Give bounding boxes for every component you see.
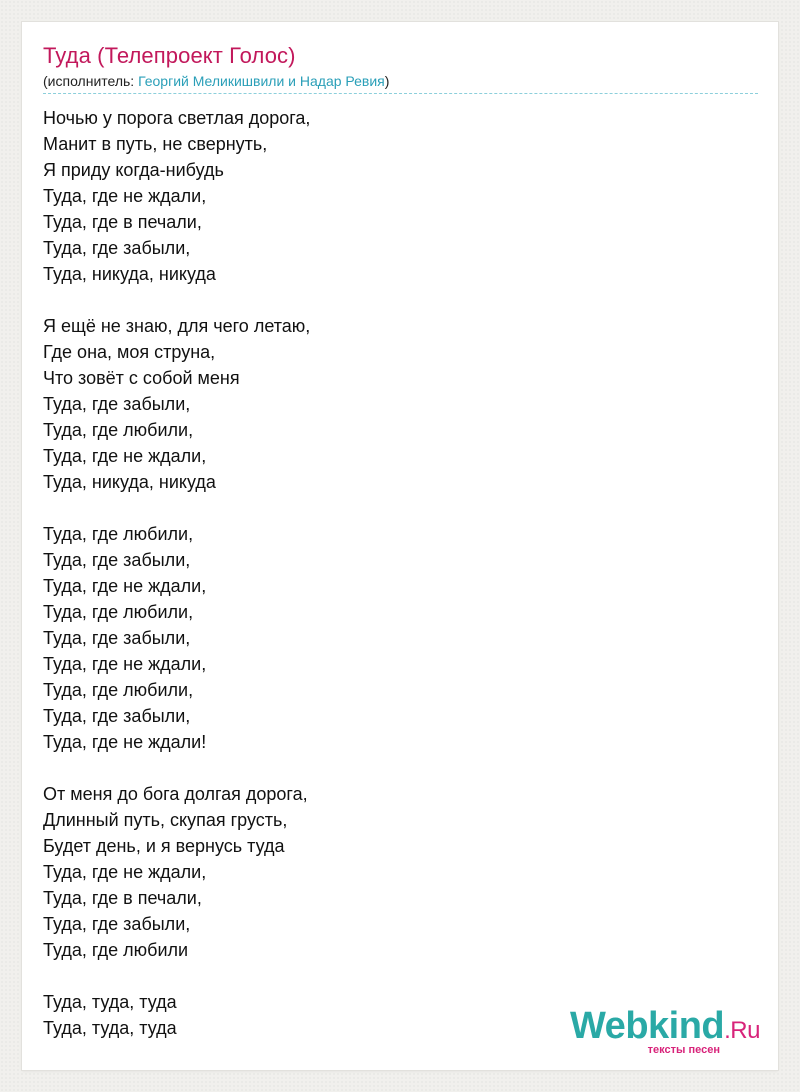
watermark-tagline: тексты песен <box>647 1044 720 1056</box>
lyric-line: Туда, где забыли, <box>43 238 191 258</box>
performer-link[interactable]: Георгий Меликишвили и Надар Ревия <box>138 73 385 89</box>
lyric-line: Туда, где забыли, <box>43 706 191 726</box>
watermark-tld: .Ru <box>724 1017 760 1044</box>
lyrics-body <box>43 105 310 1041</box>
lyric-line: Ночью у порога светлая дорога, <box>43 108 311 128</box>
lyric-line: От меня до бога долгая дорога, <box>43 784 308 804</box>
lyric-line: Туда, где любили, <box>43 524 194 544</box>
lyric-line: Туда, туда, туда <box>43 992 177 1012</box>
lyric-line: Где она, моя струна, <box>43 342 216 362</box>
stanza-gap <box>43 495 310 521</box>
performer-prefix: (исполнитель: <box>43 73 139 89</box>
webkind-watermark <box>570 1006 760 1056</box>
lyric-line: Туда, где любили, <box>43 602 194 622</box>
lyric-line: Туда, туда, туда <box>43 1018 177 1038</box>
lyric-line: Туда, где забыли, <box>43 914 191 934</box>
lyric-line: Туда, где любили, <box>43 420 194 440</box>
lyrics-card <box>22 22 778 1070</box>
lyric-line: Я приду когда-нибудь <box>43 160 224 180</box>
lyric-line: Туда, где забыли, <box>43 550 191 570</box>
lyric-line: Туда, где любили <box>43 940 189 960</box>
lyric-line: Что зовёт с собой меня <box>43 368 240 388</box>
stanza-gap <box>43 287 310 313</box>
lyric-line: Туда, где не ждали, <box>43 654 207 674</box>
lyric-line: Я ещё не знаю, для чего летаю, <box>43 316 311 336</box>
title-divider <box>43 93 758 94</box>
watermark-brand: Webkind <box>570 1005 725 1047</box>
lyric-line: Туда, где не ждали, <box>43 576 207 596</box>
song-title: Туда (Телепроект Голос) <box>43 43 296 68</box>
performer-line <box>43 73 389 89</box>
lyric-line: Туда, никуда, никуда <box>43 472 216 492</box>
lyric-line: Туда, где забыли, <box>43 628 191 648</box>
lyric-line: Туда, где в печали, <box>43 888 202 908</box>
lyric-line: Туда, где забыли, <box>43 394 191 414</box>
lyric-line: Туда, никуда, никуда <box>43 264 216 284</box>
lyric-line: Манит в путь, не свернуть, <box>43 134 268 154</box>
lyric-line: Туда, где не ждали, <box>43 186 207 206</box>
stanza-gap <box>43 755 310 781</box>
lyric-line: Туда, где не ждали, <box>43 862 207 882</box>
performer-suffix: ) <box>384 73 390 89</box>
stanza-gap <box>43 963 310 989</box>
lyric-line: Будет день, и я вернусь туда <box>43 836 285 856</box>
lyric-line: Туда, где не ждали! <box>43 732 207 752</box>
lyric-line: Туда, где в печали, <box>43 212 202 232</box>
lyric-line: Длинный путь, скупая грусть, <box>43 810 288 830</box>
lyric-line: Туда, где любили, <box>43 680 194 700</box>
lyric-line: Туда, где не ждали, <box>43 446 207 466</box>
